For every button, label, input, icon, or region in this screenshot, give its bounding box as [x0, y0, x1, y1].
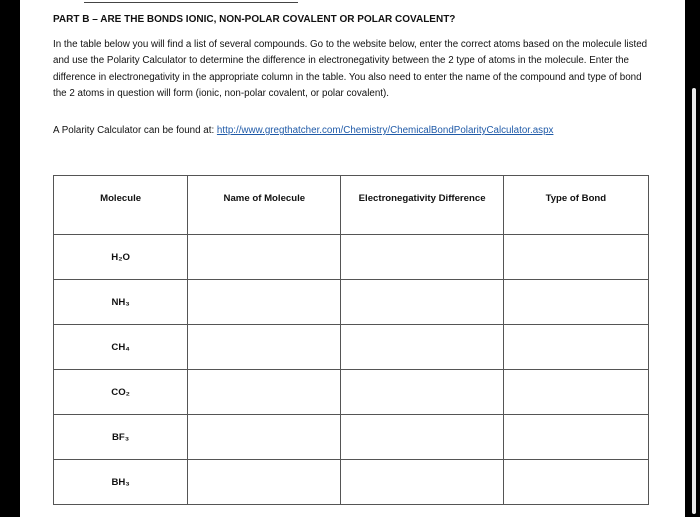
bond-type-cell[interactable] [503, 325, 648, 370]
name-cell[interactable] [188, 415, 341, 460]
header-molecule: Molecule [54, 176, 188, 235]
table-row [54, 235, 649, 280]
table-row [54, 415, 649, 460]
bond-type-cell[interactable] [503, 280, 648, 325]
instructions-paragraph: In the table below you will find a list of several compounds. Go to the website below, enter the correct atoms based on the molecule listed and use the Polarity Calculator to determine the difference in electronegativity between the 2 type of atoms in the molecule. Enter the difference in electronegativity in the appropriate column in the table. You also need to enter the name of the compound and type of bond the 2 atoms in question will form (ionic, non-polar covalent, or polar covalent). [53, 39, 648, 100]
instructions-block [53, 37, 651, 103]
table-row [54, 325, 649, 370]
header-type-of-bond: Type of Bond [503, 176, 648, 235]
name-cell[interactable] [188, 280, 341, 325]
calculator-link[interactable]: http://www.gregthatcher.com/Chemistry/ChemicalBondPolarityCalculator.aspx [216, 125, 554, 136]
name-cell[interactable] [188, 370, 341, 415]
scrollbar-thumb[interactable] [692, 88, 696, 514]
bond-type-cell[interactable] [503, 415, 648, 460]
molecule-cell: H₂O [54, 235, 188, 280]
molecule-cell: CH₄ [54, 325, 188, 370]
section-heading: PART B – ARE THE BONDS IONIC, NON-POLAR COVALENT OR POLAR COVALENT? [53, 14, 456, 25]
name-cell[interactable] [188, 235, 341, 280]
molecule-cell: NH₃ [54, 280, 188, 325]
table-header-row [54, 176, 649, 235]
compounds-table [53, 175, 649, 505]
table-row [54, 460, 649, 505]
name-cell[interactable] [188, 460, 341, 505]
molecule-cell: CO₂ [54, 370, 188, 415]
name-cell[interactable] [188, 325, 341, 370]
bond-type-cell[interactable] [503, 370, 648, 415]
en-difference-cell[interactable] [341, 235, 503, 280]
top-divider [84, 2, 298, 3]
bond-type-cell[interactable] [503, 460, 648, 505]
en-difference-cell[interactable] [341, 460, 503, 505]
table-row [54, 370, 649, 415]
en-difference-cell[interactable] [341, 370, 503, 415]
calculator-reference [53, 125, 663, 136]
header-electronegativity-difference: Electronegativity Difference [341, 176, 503, 235]
molecule-cell: BH₃ [54, 460, 188, 505]
en-difference-cell[interactable] [341, 280, 503, 325]
bond-type-cell[interactable] [503, 235, 648, 280]
molecule-cell: BF₃ [54, 415, 188, 460]
en-difference-cell[interactable] [341, 415, 503, 460]
worksheet-page [20, 0, 685, 517]
header-name-of-molecule: Name of Molecule [188, 176, 341, 235]
calculator-prefix: A Polarity Calculator can be found at: [53, 125, 217, 136]
en-difference-cell[interactable] [341, 325, 503, 370]
table-row [54, 280, 649, 325]
